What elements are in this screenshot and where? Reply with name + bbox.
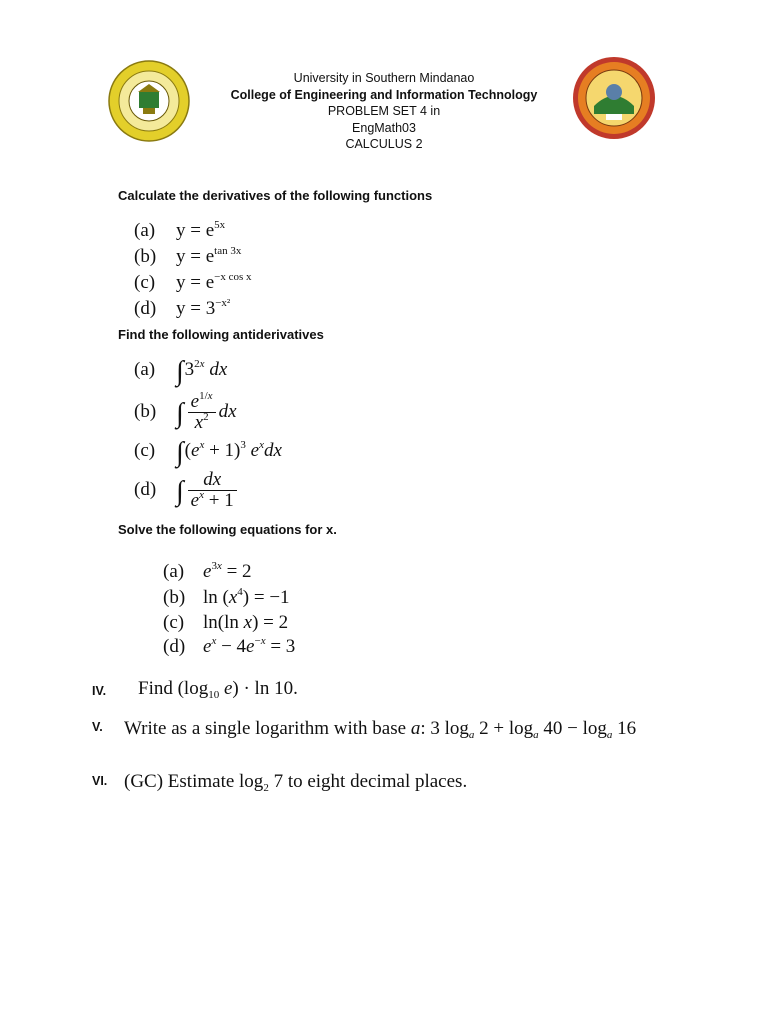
item-label: (c) <box>134 440 156 461</box>
equation-item-c: (c) ln(ln x) = 2 <box>163 612 289 633</box>
document-header <box>200 70 568 153</box>
problem-numeral-v: V. <box>92 720 103 734</box>
fraction: $\frac{e^{1/x}}{x^2}$ <box>188 392 216 433</box>
equation-item-b: (b) $\ln (x^4) = -1$ <box>163 586 290 608</box>
antiderivative-item-b: (b) ∫ $\frac{e^{1/x}}{x^2}$ dx <box>134 390 237 433</box>
integral-sign: ∫ <box>176 356 184 387</box>
section-antiderivatives-title: Find the following antiderivatives <box>118 327 324 342</box>
problem-iv-text: Find ($\log_{10}$ e) · ln 10. <box>138 678 298 701</box>
item-label: (c) <box>163 612 185 633</box>
item-label: (a) <box>134 359 156 380</box>
problem-set-title: PROBLEM SET 4 in <box>327 104 441 118</box>
item-label: (c) <box>134 272 156 293</box>
item-label: (d) <box>134 298 157 319</box>
equation-lhs: y = 3 <box>176 298 216 319</box>
equation-exponent: −x² <box>215 297 231 309</box>
item-label: (b) <box>134 400 157 422</box>
item-label: (a) <box>163 561 185 582</box>
equation-lhs: y = e <box>176 246 215 267</box>
integral-sign: ∫ <box>176 475 184 507</box>
equation-exponent: 5x <box>214 219 226 231</box>
item-label: (b) <box>134 246 157 267</box>
antiderivative-item-a: (a) $\int 3^{2x}$ dx <box>134 356 228 387</box>
course-code: EngMath03 <box>352 120 416 135</box>
university-name: University in Southern Mindanao <box>293 71 475 85</box>
derivative-item-a <box>134 220 225 242</box>
section-derivatives-title: Calculate the derivatives of the following functions <box>118 188 433 203</box>
equation-item-d: (d) $e^x - 4e^{-x} = 3$ <box>163 635 296 657</box>
derivative-item-b <box>134 246 241 268</box>
equation-exponent: −x cos x <box>214 271 252 283</box>
section-equations-title: Solve the following equations for x. <box>118 522 337 537</box>
integral-sign: ∫ <box>176 397 184 429</box>
problem-v-text: Write as a single logarithm with base a: 3 $\log_a 2 + \log_a 40 - \log_a 16$ <box>124 718 637 741</box>
problem-numeral-iv: IV. <box>92 684 107 698</box>
problem-numeral-vi: VI. <box>92 774 108 788</box>
derivative-item-d <box>134 298 230 320</box>
integral-sign: ∫ <box>176 437 184 468</box>
college-seal-icon <box>572 56 656 140</box>
college-name: College of Engineering and Information Technology <box>230 87 538 102</box>
equation-item-a: (a) $e^{3x} = 2$ <box>163 560 252 582</box>
equation-lhs: y = e <box>176 220 215 241</box>
fraction: $\frac{dx}{e^x + 1}$ <box>188 470 237 511</box>
item-label: (d) <box>134 478 157 500</box>
problem-vi-text: (GC) Estimate $\log_2 7$ to eight decimal places. <box>124 771 468 794</box>
antiderivative-item-d <box>134 470 240 511</box>
antiderivative-item-c: (c) $\int(e^x + 1)^3$ $e^xdx$ <box>134 437 282 468</box>
item-label: (a) <box>134 220 156 241</box>
item-label: (b) <box>163 587 186 608</box>
item-label: (d) <box>163 636 186 657</box>
university-seal-icon <box>108 60 190 142</box>
equation-lhs: y = e <box>176 272 215 293</box>
equation-exponent: tan 3x <box>214 245 242 257</box>
course-name: CALCULUS 2 <box>345 137 423 151</box>
derivative-item-c <box>134 272 252 294</box>
